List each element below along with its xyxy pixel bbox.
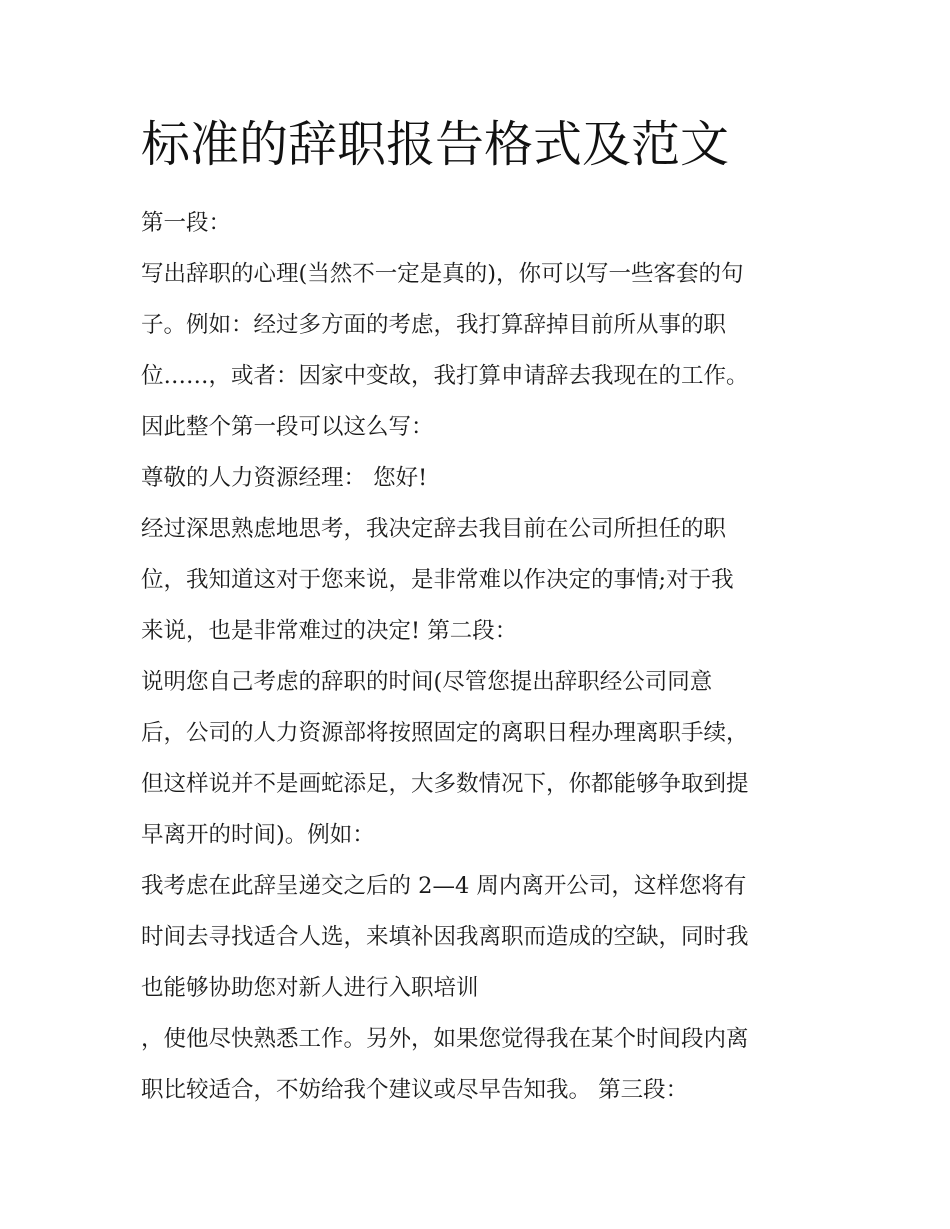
body-line: ，使他尽快熟悉工作。另外，如果您觉得我在某个时间段内离	[141, 1026, 749, 1052]
body-line: 职比较适合，不妨给我个建议或尽早告知我。 第三段：	[141, 1077, 689, 1103]
document-title: 标准的辞职报告格式及范文	[141, 116, 730, 173]
body-line: 因此整个第一段可以这么写：	[141, 414, 434, 440]
body-line: 来说，也是非常难过的决定! 第二段：	[141, 618, 518, 644]
body-line: 我考虑在此辞呈递交之后的 2—4 周内离开公司，这样您将有	[141, 873, 747, 899]
body-line: 写出辞职的心理(当然不一定是真的)，你可以写一些客套的句	[141, 261, 744, 287]
body-line: 后，公司的人力资源部将按照固定的离职日程办理离职手续，	[141, 720, 749, 746]
document-body	[141, 198, 821, 1116]
body-line: 但这样说并不是画蛇添足，大多数情况下，你都能够争取到提	[141, 771, 749, 797]
body-line: 位，我知道这对于您来说，是非常难以作决定的事情;对于我	[141, 567, 734, 593]
body-line: 第一段：	[141, 210, 232, 236]
body-line: 时间去寻找适合人选，来填补因我离职而造成的空缺，同时我	[141, 924, 749, 950]
body-line: 子。例如：经过多方面的考虑，我打算辞掉目前所从事的职	[141, 312, 727, 338]
body-line: 早离开的时间)。例如：	[141, 822, 375, 848]
body-line: 经过深思熟虑地思考，我决定辞去我目前在公司所担任的职	[141, 516, 727, 542]
body-line: 位……，或者：因家中变故，我打算申请辞去我现在的工作。	[141, 363, 749, 389]
body-line: 尊敬的人力资源经理： 您好!	[141, 465, 428, 491]
body-line: 也能够协助您对新人进行入职培训	[141, 975, 479, 1001]
body-line: 说明您自己考虑的辞职的时间(尽管您提出辞职经公司同意	[141, 669, 713, 695]
